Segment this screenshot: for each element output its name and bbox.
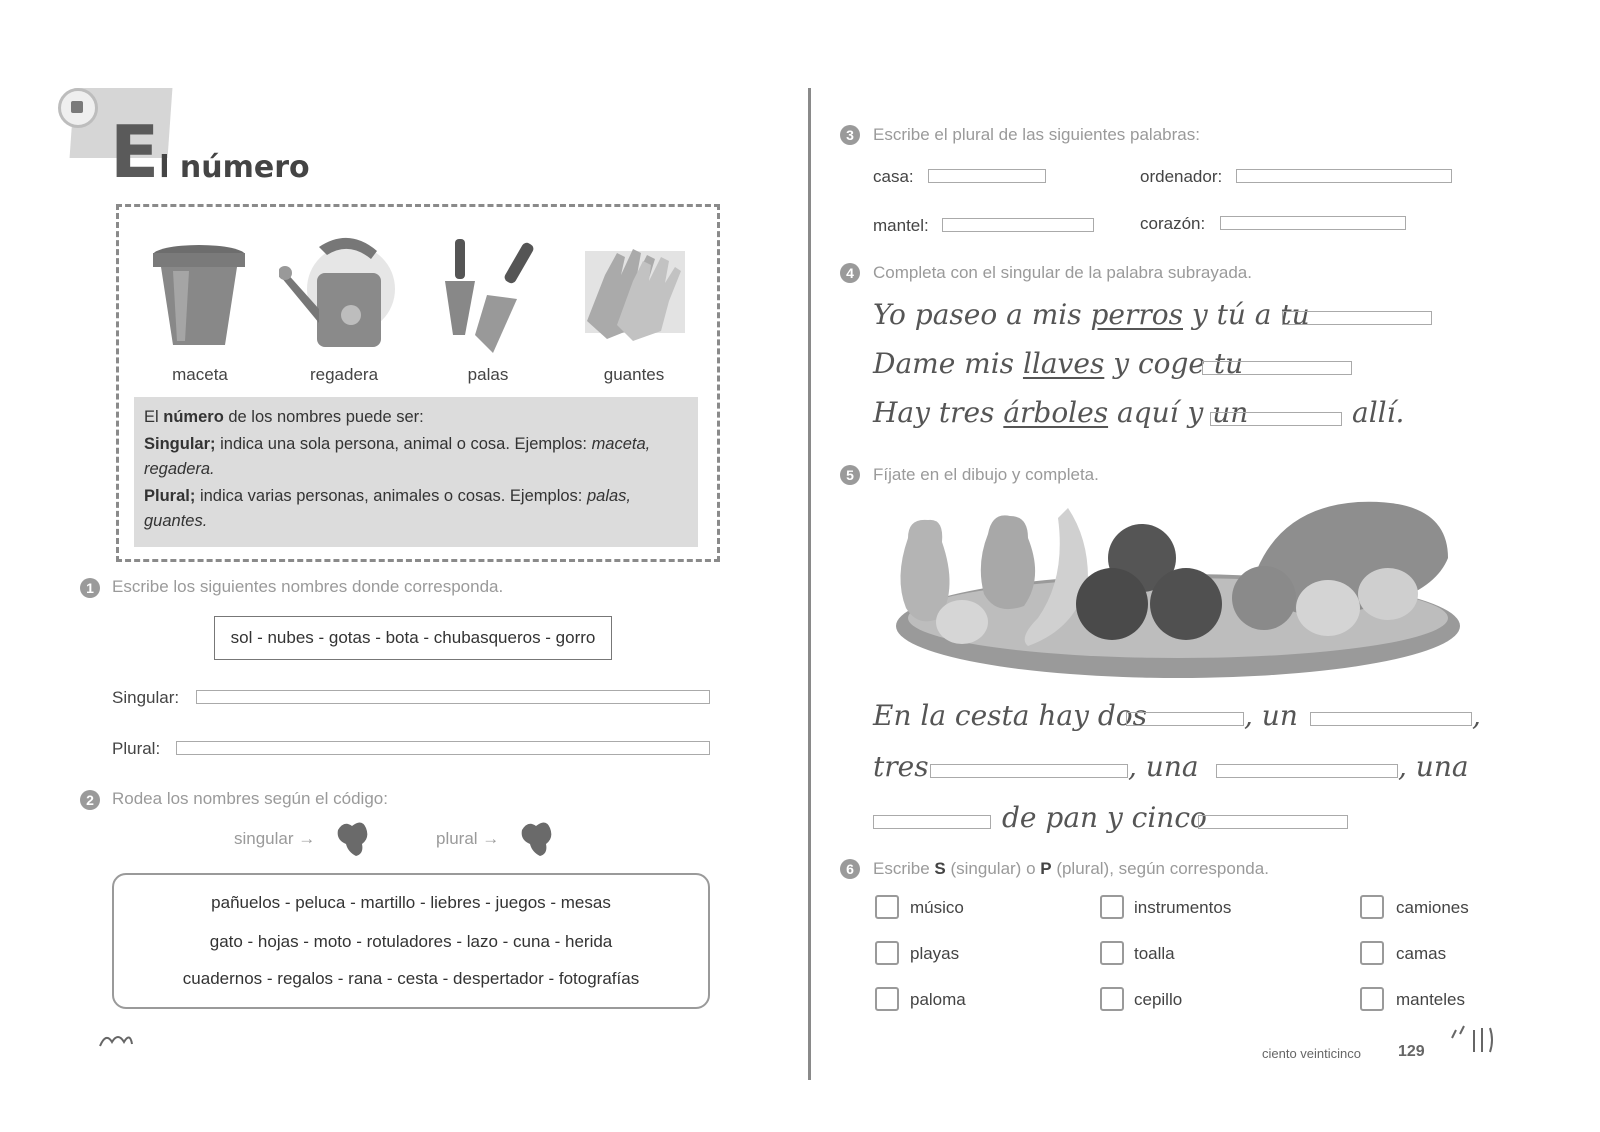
sentence-3: Hay tres árboles aquí y un (873, 396, 1249, 429)
basket-field-2[interactable] (1310, 712, 1472, 726)
definition-intro: El número de los nombres puede ser: (144, 408, 424, 426)
flowerpot-icon (149, 241, 249, 351)
singular-arboles-field[interactable] (1210, 412, 1342, 426)
plural-answer-field[interactable] (176, 741, 710, 755)
image-label-maceta: maceta (172, 365, 228, 384)
question-6-number: 6 (840, 859, 860, 879)
singular-perros-field[interactable] (1282, 311, 1432, 325)
basket-field-3[interactable] (930, 764, 1128, 778)
plural-corazon-field[interactable] (1220, 216, 1406, 230)
checkbox-playas[interactable] (875, 941, 899, 965)
word-musico: músico (910, 898, 964, 917)
question-5-number: 5 (840, 465, 860, 485)
word-bank: sol - nubes - gotas - bota - chubasqueros - gorro (214, 616, 612, 660)
field-label-casa: casa: (873, 167, 914, 186)
basket-sentence-2b: , una (1128, 750, 1199, 783)
image-label-guantes: guantes (603, 365, 665, 384)
right-page (818, 88, 1558, 1088)
plural-mantel-field[interactable] (942, 218, 1094, 232)
field-label-corazon: corazón: (1140, 214, 1206, 233)
checkbox-instrumentos[interactable] (1100, 895, 1124, 919)
plural-ordenador-field[interactable] (1236, 169, 1452, 183)
question-4-number: 4 (840, 263, 860, 283)
watering-can-icon (279, 233, 399, 351)
page-title (110, 110, 310, 194)
sentence-2: Dame mis llaves y coge tu (873, 347, 1244, 380)
question-5-instruction: Fíjate en el dibujo y completa. (873, 465, 1099, 484)
question-2-instruction: Rodea los nombres según el código: (112, 789, 388, 808)
fruit-basket-illustration (888, 498, 1464, 688)
question-6-instruction: Escribe S (singular) o P (plural), según corresponda. (873, 859, 1269, 878)
word-paloma: paloma (910, 990, 966, 1009)
word-toalla: toalla (1134, 944, 1175, 963)
definition-plural: Plural; indica varias personas, animales o cosas. Ejemplos: palas, guantes. (144, 487, 631, 530)
field-label-mantel: mantel: (873, 216, 929, 235)
checkbox-camas[interactable] (1360, 941, 1384, 965)
checkbox-manteles[interactable] (1360, 987, 1384, 1011)
question-3-number: 3 (840, 125, 860, 145)
definition-box (134, 397, 698, 547)
color-blob-plural-icon (518, 820, 554, 858)
basket-sentence-2: tres (873, 750, 929, 783)
question-3-instruction: Escribe el plural de las siguientes palabras: (873, 125, 1200, 144)
plural-code-label: plural → (436, 829, 500, 848)
singular-code-label: singular → (234, 829, 316, 848)
question-1-number: 1 (80, 578, 100, 598)
word-manteles: manteles (1396, 990, 1465, 1009)
basket-sentence-2c: , una (1398, 750, 1469, 783)
plural-label: Plural: (112, 739, 161, 758)
basket-field-6[interactable] (1198, 815, 1348, 829)
unit-icon (58, 88, 98, 128)
color-blob-singular-icon (334, 820, 370, 858)
sentence-1: Yo paseo a mis perros y tú a tu (873, 298, 1310, 331)
title-rest: l número (159, 150, 310, 185)
checkbox-toalla[interactable] (1100, 941, 1124, 965)
decorative-marks-icon (1446, 1022, 1496, 1056)
question-4-instruction: Completa con el singular de la palabra subrayada. (873, 263, 1252, 282)
basket-sentence-1c: , (1472, 699, 1481, 732)
word-camiones: camiones (1396, 898, 1469, 917)
word-search-box (112, 873, 710, 1009)
left-page (58, 88, 808, 1088)
image-label-palas: palas (467, 365, 509, 384)
word-camas: camas (1396, 944, 1447, 963)
word-cepillo: cepillo (1134, 990, 1183, 1009)
publisher-logo-icon (96, 1028, 136, 1052)
word-row[interactable]: gato - hojas - moto - rotuladores - lazo - cuna - herida (209, 932, 613, 951)
singular-llaves-field[interactable] (1202, 361, 1352, 375)
checkbox-paloma[interactable] (875, 987, 899, 1011)
singular-answer-field[interactable] (196, 690, 710, 704)
sentence-3-end: allí. (1352, 396, 1405, 429)
word-row[interactable]: pañuelos - peluca - martillo - liebres - juegos - mesas (211, 893, 611, 912)
basket-sentence-1b: , un (1244, 699, 1298, 732)
basket-field-4[interactable] (1216, 764, 1398, 778)
word-instrumentos: instrumentos (1134, 898, 1232, 917)
checkbox-camiones[interactable] (1360, 895, 1384, 919)
plural-casa-field[interactable] (928, 169, 1046, 183)
basket-sentence-1: En la cesta hay dos (873, 699, 1147, 732)
page-number-text: ciento veinticinco (1262, 1046, 1361, 1061)
page-number: 129 (1398, 1043, 1425, 1060)
singular-label: Singular: (112, 688, 180, 707)
word-row[interactable]: cuadernos - regalos - rana - cesta - despertador - fotografías (182, 969, 640, 988)
definition-panel (116, 204, 720, 562)
question-2-number: 2 (80, 790, 100, 810)
definition-singular: Singular; indica una sola persona, animal o cosa. Ejemplos: maceta, regadera. (144, 435, 651, 478)
page-spine (808, 88, 811, 1080)
checkbox-musico[interactable] (875, 895, 899, 919)
checkbox-cepillo[interactable] (1100, 987, 1124, 1011)
field-label-ordenador: ordenador: (1140, 167, 1223, 186)
basket-sentence-3: de pan y cinco (1002, 801, 1207, 834)
basket-field-5[interactable] (873, 815, 991, 829)
image-label-regadera: regadera (309, 365, 379, 384)
title-initial: E (110, 110, 160, 194)
trowels-icon (431, 235, 551, 355)
gloves-icon (577, 241, 693, 345)
word-playas: playas (910, 944, 960, 963)
question-1-instruction: Escribe los siguientes nombres donde corresponda. (112, 577, 504, 596)
basket-field-1[interactable] (1126, 712, 1244, 726)
